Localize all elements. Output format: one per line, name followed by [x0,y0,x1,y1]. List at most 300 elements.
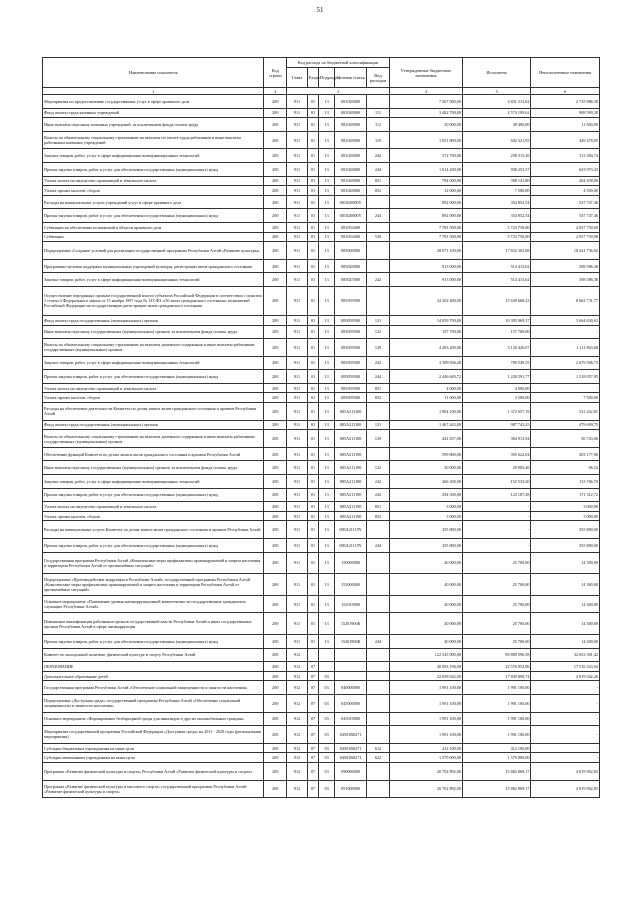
row-target: 150000000 [335,552,367,574]
row-type: 121 [367,315,390,325]
row-target: 15201900К [335,634,367,648]
row-target: 090000000 [335,762,367,780]
row-chapter: 911 [287,461,308,475]
row-executed: 22 576 852,96 [462,662,530,672]
table-row [43,521,600,539]
row-section: 01 [307,403,318,421]
row-type: 852 [367,393,390,403]
row-name: Программа «Развитие физической культуры и спорта» Республики Алтай «Развитие физической культуры и спорта» [43,762,264,780]
table-row [43,671,600,681]
row-name: Подпрограмма «Противодействие коррупции в Республике Алтай» государственной программы Республики Алтай «Комплексные меры профилактики правонарушений и защита населения и территории Республики Алтай от чрезвычайных ситуаций» [43,574,264,596]
col-header-name: Наименование показателя [43,58,264,88]
row-approved: 441 657,00 [389,430,462,448]
row-code: 200 [264,95,287,109]
row-target: 085А211100 [335,420,367,430]
row-subsection: 13 [319,108,335,118]
table-body [43,95,600,798]
row-approved: 40 000,00 [389,595,462,613]
row-section: 01 [307,242,318,260]
row-approved: 24 302 400,00 [389,286,462,315]
row-approved: 913 000,00 [389,273,462,287]
row-target: 085А211190 [335,461,367,475]
row-executed: - [462,539,530,553]
row-chapter: 911 [287,539,308,553]
row-type: 244 [367,488,390,502]
row-chapter: 912 [287,662,308,672]
row-target: 085А211100 [335,430,367,448]
row-type: 122 [367,461,390,475]
row-type: 244 [367,539,390,553]
row-name: Фонд оплаты труда государственных (муниципальных) органов [43,315,264,325]
table-row [43,95,600,109]
row-name: Иные выплаты персоналу государственных (муниципальных) органов, за исключением фонда оплаты труда [43,325,264,339]
row-executed: 602 321,95 [462,131,530,149]
row-approved: 40 000,00 [389,613,462,635]
row-executed: 4 000,00 [462,383,530,393]
row-target: 081020000Y [335,209,367,223]
row-section: 01 [307,447,318,461]
table-row [43,613,600,635]
row-chapter: 911 [287,370,308,384]
row-name: Прочая закупка товаров, работ и услуг для обеспечения государственных (муниципальных) нужд [43,488,264,502]
table-row [43,743,600,753]
row-name: Обеспечение функций Комитета по делам записи актов гражданского состояния и архивов Республики Алтай [43,447,264,461]
row-code: 200 [264,694,287,712]
row-type [367,595,390,613]
row-target [335,671,367,681]
row-code: 200 [264,511,287,521]
row-chapter: 911 [287,232,308,242]
row-name: Мероприятия государственной программы Российской Федерации «Доступная среда» на 2011 - 2020 годы (региональные мероприятия) [43,726,264,744]
row-type: 119 [367,131,390,149]
column-number: 1 [43,88,264,95]
table-row [43,286,600,315]
row-approved: 50 000,00 [389,118,462,132]
row-executed: 514 413,62 [462,259,530,273]
row-executed: 157 700,00 [462,325,530,339]
row-code: 200 [264,780,287,798]
row-target: 091000000 [335,780,367,798]
col-header-target: Целевая статья [335,68,367,88]
row-unexecuted: - [531,694,600,712]
table-row [43,648,600,662]
row-name: Прочая закупка товаров, работ и услуг для обеспечения государственных (муниципальных) нужд [43,370,264,384]
row-executed: 412 100,00 [462,743,530,753]
row-unexecuted: 2 057 750,00 [531,222,600,232]
row-executed: 1 991 100,00 [462,681,530,695]
row-approved: 30 000,00 [389,461,462,475]
row-subsection: 13 [319,370,335,384]
row-type: 129 [367,430,390,448]
row-chapter: 911 [287,613,308,635]
row-subsection: 13 [319,176,335,186]
row-section: 07 [307,712,318,726]
row-unexecuted: 7 500,00 [531,393,600,403]
row-target [335,662,367,672]
table-row [43,662,600,672]
budget-table [42,57,600,798]
row-executed: 354 852,54 [462,209,530,223]
row-approved: 20 702 892,00 [389,762,462,780]
row-unexecuted: - [531,743,600,753]
row-executed: 29 903,46 [462,461,530,475]
row-type: 242 [367,356,390,370]
row-target: 081020000 [335,162,367,176]
col-header-type: Вид расходов [367,68,390,88]
row-chapter: 911 [287,176,308,186]
table-row [43,595,600,613]
row-unexecuted: 1 111 863,08 [531,339,600,357]
row-name: Иные выплаты персоналу казенных учреждений, за исключением фонда оплаты труда [43,118,264,132]
row-code: 200 [264,209,287,223]
row-subsection: 13 [319,149,335,163]
row-section: 01 [307,162,318,176]
row-type [367,681,390,695]
row-type: 851 [367,176,390,186]
row-type [367,195,390,209]
table-row [43,325,600,339]
row-approved: 572 700,00 [389,149,462,163]
row-target: 040000000 [335,681,367,695]
row-unexecuted: 531 442,81 [531,403,600,421]
row-name: Закупка товаров, работ, услуг в сфере информационно-коммуникационных технологий [43,356,264,370]
row-executed: 5 723 750,00 [462,222,530,232]
row-name: Прочая закупка товаров, работ и услуг для обеспечения государственных (муниципальных) нужд [43,162,264,176]
row-code: 200 [264,726,287,744]
row-chapter: 911 [287,186,308,196]
row-section: 01 [307,420,318,430]
row-chapter: 911 [287,315,308,325]
row-executed: 38 400,00 [462,118,530,132]
row-unexecuted: 11 600,00 [531,118,600,132]
row-unexecuted: - [531,383,600,393]
row-target: 152010000 [335,595,367,613]
row-unexecuted: 56 743,06 [531,430,600,448]
row-approved: 1 991 100,00 [389,726,462,744]
row-unexecuted: 908 590,38 [531,108,600,118]
column-number: 4 [389,88,462,95]
row-unexecuted: 355 800,00 [531,521,600,539]
column-number: 6 [531,88,600,95]
row-executed: 123 187,28 [462,488,530,502]
row-approved: 20 702 892,00 [389,780,462,798]
row-type [367,447,390,461]
row-code: 200 [264,712,287,726]
row-unexecuted: 3 000,00 [531,511,600,521]
row-target [335,648,367,662]
row-section: 07 [307,762,318,780]
table-row [43,108,600,118]
row-name: Основное мероприятие «Повышение уровня антикоррупционной компетентности государственных гражданских служащих Республики Алтай» [43,595,264,613]
row-name: Закупка товаров, работ, услуг в сфере информационно-коммуникационных технологий [43,149,264,163]
row-target: 152000000 [335,574,367,596]
row-subsection: 13 [319,475,335,489]
row-code: 200 [264,370,287,384]
col-header-approved: Утвержденные бюджетные назначения [389,58,462,88]
row-type [367,613,390,635]
row-unexecuted: 14 300,00 [531,613,600,635]
row-approved: 12 000,00 [389,186,462,196]
col-header-subsection: Подраздел [319,68,335,88]
row-chapter: 911 [287,403,308,421]
row-code: 200 [264,539,287,553]
row-target: 081020000 [335,176,367,186]
row-executed: 258 315,26 [462,149,530,163]
row-approved: 355 800,00 [389,521,462,539]
row-executed: 384 913,94 [462,430,530,448]
row-section: 01 [307,176,318,186]
row-subsection [319,662,335,672]
row-name: ОБРАЗОВАНИЕ [43,662,264,672]
row-subsection: 13 [319,634,335,648]
row-type: 112 [367,118,390,132]
row-name: Программа «Развитие физической культуры и массового спорта» государственной программы Республики Алтай «Развитие физической культуры и спорта» [43,780,264,798]
row-subsection: 13 [319,186,335,196]
row-section: 01 [307,356,318,370]
row-executed: - [462,502,530,512]
row-target: 04501R0271 [335,726,367,744]
row-type [367,671,390,681]
row-code: 200 [264,613,287,635]
row-name: Дополнительное образование детей [43,671,264,681]
row-target: 081054400 [335,222,367,232]
row-chapter: 911 [287,447,308,461]
row-name: Субсидии бюджетным учреждениям на иные цели [43,743,264,753]
row-code: 200 [264,762,287,780]
row-section: 01 [307,613,318,635]
row-name: Подпрограмма «Доступная среда» государственной программы Республики Алтай «Обеспечение социальной защищенности и занятости населения» [43,694,264,712]
row-code: 200 [264,681,287,695]
row-section: 01 [307,393,318,403]
row-target: 085059300 [335,393,367,403]
table-row [43,762,600,780]
row-name: Уплата налога на имущество организаций и земельного налога [43,502,264,512]
table-row [43,430,600,448]
row-type: 244 [367,162,390,176]
column-number: 2 [264,88,287,95]
row-target: 081020000 [335,118,367,132]
row-target: 085А211100 [335,403,367,421]
row-section: 07 [307,662,318,672]
row-target: 085059300 [335,356,367,370]
row-chapter: 911 [287,383,308,393]
row-unexecuted: 1 218 057,95 [531,370,600,384]
row-unexecuted: - [531,712,600,726]
row-code: 200 [264,273,287,287]
row-approved: 4 283 200,00 [389,339,462,357]
row-type [367,521,390,539]
row-code: 200 [264,743,287,753]
row-code: 200 [264,356,287,370]
table-row [43,403,600,421]
table-row [43,222,600,232]
row-section: 01 [307,108,318,118]
row-name: Расходы на обеспечение деятельности Комитета по делам записи актов гражданского состояния и архивов Республики Алтай [43,403,264,421]
row-code: 200 [264,186,287,196]
row-unexecuted: 449 478,05 [531,131,600,149]
table-row [43,420,600,430]
row-chapter: 911 [287,634,308,648]
row-target: 04501R0271 [335,743,367,753]
row-subsection: 13 [319,95,335,109]
row-unexecuted: 96,54 [531,461,600,475]
row-section: 01 [307,315,318,325]
row-target: 085А211190 [335,511,367,521]
col-header-code-group: Код расхода по бюджетной классификации [287,58,390,68]
row-executed: 1 991 100,00 [462,726,530,744]
row-executed: 17 839 899,74 [462,671,530,681]
row-unexecuted: 32 653 301,42 [531,648,600,662]
row-name: Уплата прочих налогов, сборов [43,186,264,196]
row-name: Взносы по обязательному социальному страхованию на выплаты по оплате труда работников и иные выплаты работникам казенных учреждений [43,131,264,149]
row-approved: 157 700,00 [389,325,462,339]
row-target: 085А211190 [335,475,367,489]
row-section: 07 [307,694,318,712]
row-name: Взносы по обязательному социальному страхованию на выплаты денежного содержания и иные выплаты работникам государственных (муниципальных) органов [43,339,264,357]
row-executed: 25 700,00 [462,574,530,596]
row-name: Программно-целевая поддержка муниципальных учреждений культуры, регистрации актов гражданского состояния [43,259,264,273]
row-subsection: 13 [319,315,335,325]
table-row [43,694,600,712]
row-unexecuted: 8 662 731,77 [531,286,600,315]
row-code: 200 [264,521,287,539]
column-number: 3 [287,88,390,95]
row-target: 085059300 [335,339,367,357]
row-subsection: 03 [319,780,335,798]
row-chapter: 911 [287,222,308,232]
row-section: 01 [307,430,318,448]
row-type: 852 [367,186,390,196]
row-executed: 938 253,57 [462,162,530,176]
row-approved: 14 059 700,00 [389,315,462,325]
row-type [367,726,390,744]
row-code: 200 [264,420,287,430]
row-subsection: 13 [319,403,335,421]
table-row [43,475,600,489]
table-row [43,712,600,726]
row-executed: 3 500,00 [462,393,530,403]
row-unexecuted: 171 312,72 [531,488,600,502]
row-unexecuted: 4 819 902,83 [531,762,600,780]
row-executed: 7 500,00 [462,186,530,196]
row-name: Расходы на коммунальные услуги Комитета по делам записи актов гражданского состояния и архивов Республики Алтай [43,521,264,539]
table-row [43,634,600,648]
row-unexecuted: 398 586,38 [531,259,600,273]
row-section: 01 [307,195,318,209]
row-type: 851 [367,502,390,512]
row-code: 200 [264,461,287,475]
row-approved: 4 000,00 [389,383,462,393]
row-unexecuted: 4 500,00 [531,186,600,196]
row-unexecuted: 313 384,74 [531,149,600,163]
row-type [367,694,390,712]
row-section: 01 [307,511,318,521]
row-chapter: 912 [287,694,308,712]
row-unexecuted: - [531,325,600,339]
row-name: Субсидии автономным учреждениям на иные цели [43,753,264,763]
row-chapter: 911 [287,488,308,502]
row-code: 200 [264,162,287,176]
row-target: 085059300 [335,325,367,339]
row-approved: 1 579 000,00 [389,753,462,763]
table-row [43,753,600,763]
row-code: 200 [264,383,287,393]
row-code: 200 [264,403,287,421]
row-code: 200 [264,574,287,596]
row-chapter: 911 [287,149,308,163]
row-target: 081020000 [335,186,367,196]
row-unexecuted: 14 300,00 [531,634,600,648]
row-name: Осуществление переданных органам государственной власти субъектов Российской Федерации в соответствии с пунктом 1 статьи 4 Федерального закона от 15 ноября 1997 года № 143-ФЗ «Об актах гражданского состояния» полномочий Российской Федерации на государственную регистрацию актов гражданского состояния [43,286,264,315]
table-row [43,780,600,798]
row-executed: 25 700,00 [462,552,530,574]
row-section: 01 [307,370,318,384]
row-code: 200 [264,671,287,681]
row-chapter: 912 [287,648,308,662]
row-type [367,259,390,273]
row-section: 01 [307,488,318,502]
row-type [367,780,390,798]
row-approved: 7 567 500,00 [389,95,462,109]
row-section: 01 [307,595,318,613]
row-name: Государственная программа Республики Алтай «Комплексные меры профилактики правонарушений и защита населения и территории Республики Алтай от чрезвычайных ситуаций» [43,552,264,574]
row-name: Уплата налога на имущество организаций и земельного налога [43,176,264,186]
row-chapter: 912 [287,743,308,753]
table-row [43,511,600,521]
row-executed: 15 882 869,17 [462,780,530,798]
row-target: 085059300 [335,315,367,325]
table-row [43,162,600,176]
row-name: Фонд оплаты труда государственных (муниципальных) органов [43,420,264,430]
row-unexecuted: - [531,753,600,763]
row-code: 200 [264,447,287,461]
row-approved: 11 000,00 [389,393,462,403]
row-chapter: 911 [287,521,308,539]
row-section: 01 [307,502,318,512]
row-executed: 25 700,00 [462,595,530,613]
row-section: 07 [307,726,318,744]
row-approved: 7 781 500,00 [389,222,462,232]
table-row [43,149,600,163]
row-section: 01 [307,286,318,315]
row-executed: 15 639 668,23 [462,286,530,315]
row-target: 15201900К [335,613,367,635]
row-executed: 25 700,00 [462,634,530,648]
row-type [367,242,390,260]
column-number-row [43,88,600,95]
row-code: 200 [264,195,287,209]
row-executed: 15 882 869,17 [462,762,530,780]
row-code: 200 [264,131,287,149]
row-section: 01 [307,222,318,232]
table-row [43,186,600,196]
row-name: Прочая закупка товаров, работ и услуг для обеспечения государственных (муниципальных) нужд [43,634,264,648]
row-code: 200 [264,149,287,163]
row-name: Подпрограмма «Создание условий для реализации государственной программы Республики Алтай «Развитие культуры» [43,242,264,260]
row-type [367,286,390,315]
row-subsection: 13 [319,574,335,596]
row-executed: 514 413,62 [462,273,530,287]
row-executed: 4 831 513,62 [462,95,530,109]
row-type: 242 [367,475,390,489]
row-executed: - [462,521,530,539]
row-section: 01 [307,634,318,648]
row-name: Фонд оплаты труда казенных учреждений [43,108,264,118]
row-section: 01 [307,539,318,553]
row-target: 085А211190 [335,502,367,512]
row-code: 200 [264,286,287,315]
row-section: 01 [307,149,318,163]
